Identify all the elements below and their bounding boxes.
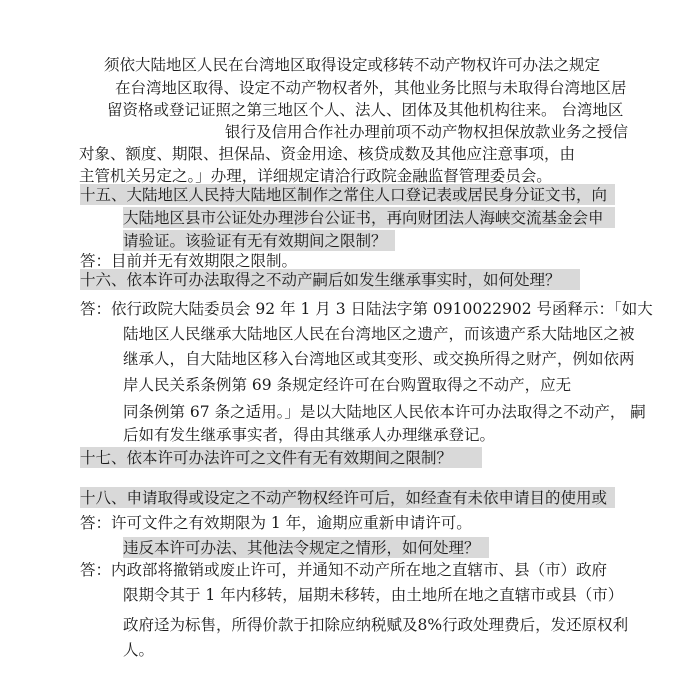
question-15-cont: 请验证。该验证有无有效期间之限制？ <box>123 232 387 250</box>
text-line: 对象、额度、期限、担保品、资金用途、核贷成数及其他应注意事项，由 <box>79 145 576 163</box>
text-line: 主管机关另定之。」办理，详细规定请洽行政院金融监督管理委员会。 <box>79 167 552 185</box>
answer-16-cont: 同条例第 67 条之适用。」是以大陆地区人民依本许可办法取得之不动产， 嗣 <box>123 403 646 421</box>
question-15: 十五、大陆地区人民持大陆地区制作之常住人口登记表或居民身分证文书，向 <box>80 186 608 204</box>
answer-18-cont: 人。 <box>123 641 155 659</box>
answer-16-cont: 继承人，自大陆地区移入台湾地区或其变形、或交换所得之财产，例如依两 <box>123 350 635 368</box>
text-line: 在台湾地区取得、设定不动产物权者外，其他业务比照与未取得台湾地区居 <box>115 79 627 97</box>
question-15-cont: 大陆地区县市公证处办理涉台公证书，再向财团法人海峡交流基金会申 <box>123 209 604 227</box>
text-line: 留资格或登记证照之第三地区个人、法人、团体及其他机构往来。 台湾地区 <box>107 101 624 119</box>
text-line: 银行及信用合作社办理前项不动产物权担保放款业务之授信 <box>225 123 629 141</box>
question-18-cont: 违反本许可办法、其他法令规定之情形，如何处理？ <box>123 539 480 557</box>
answer-16-cont: 岸人民关系条例第 69 条规定经许可在台购置取得之不动产，应无 <box>123 376 572 394</box>
answer-17: 答：许可文件之有效期限为 1 年，逾期应重新申请许可。 <box>80 514 472 532</box>
answer-18: 答：内政部将撤销或废止许可，并通知不动产所在地之直辖市、县（市）政府 <box>80 561 608 579</box>
question-18: 十八、申请取得或设定之不动产物权经许可后，如经查有未依申请目的使用或 <box>80 489 608 507</box>
answer-16-cont: 陆地区人民继承大陆地区人民在台湾地区之遗产，而该遗产系大陆地区之被 <box>123 325 635 343</box>
question-16: 十六、依本许可办法取得之不动产嗣后如发生继承事实时，如何处理？ <box>80 271 561 289</box>
question-17: 十七、依本许可办法许可之文件有无有效期间之限制？ <box>80 449 453 467</box>
text-line: 须依大陆地区人民在台湾地区取得设定或移转不动产物权许可办法之规定 <box>104 56 601 74</box>
answer-16-cont: 后如有发生继承事实者，得由其继承人办理继承登记。 <box>123 426 496 444</box>
answer-16: 答：依行政院大陆委员会 92 年 1 月 3 日陆法字第 0910022902 号函释示：「如大 <box>80 300 653 318</box>
answer-15: 答：目前并无有效期限之限制。 <box>80 252 298 270</box>
answer-18-cont: 限期令其于 1 年内移转，届期未移转，由土地所在地之直辖市或县（市） <box>123 586 624 604</box>
answer-18-cont: 政府迳为标售，所得价款于扣除应纳税赋及8%行政处理费后，发还原权利 <box>123 616 629 634</box>
